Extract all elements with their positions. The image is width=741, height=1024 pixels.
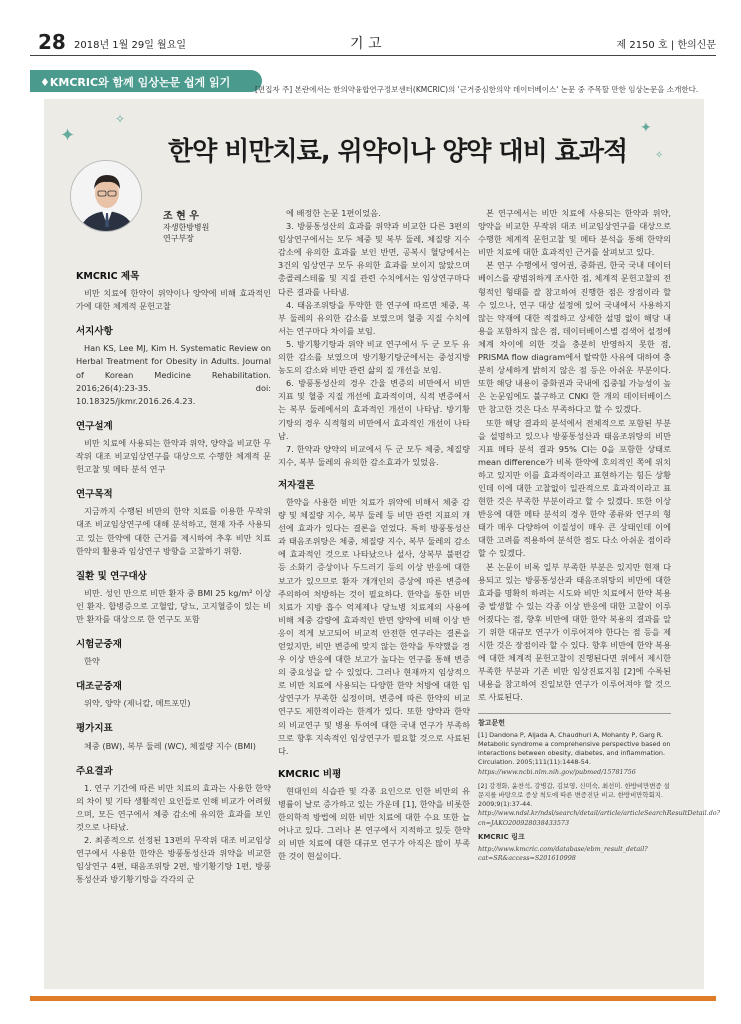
paragraph: 현대인의 식습관 및 각종 요인으로 인한 비만의 유병률이 날로 증가하고 있는 가운데 [1], 한약을 비롯한 한의학적 방법에 의한 비만 치료에 대한 수요 또한 늘어나고 있다. 그러나 본 연구에서 지적하고 있듯 한약의 비만 치료에 대한 대규모 연구가 아직은 많이 부족한 것이 현실이다. <box>278 785 470 862</box>
sparkle-icon: ✧ <box>655 150 664 161</box>
section-text: 지금까지 수행된 비만의 한약 치료를 이용한 무작위 대조 비교임상연구에 대해 분석하고, 현재 자주 사용되고 있는 한약에 대한 근거를 제시하여 추후 비만 치료 한약의 활용과 임상연구 방향을 고찰하기 위함. <box>76 506 271 556</box>
affiliation-line: 자생한방병원 <box>163 223 210 232</box>
section-text: 체중 (BW), 복부 둘레 (WC), 체질량 지수 (BMI) <box>84 740 256 751</box>
paragraph: 에 배정한 논문 1편이었음. <box>286 208 381 218</box>
section-heading: 평가지표 <box>76 723 113 735</box>
section-heading: KMCRIC 제목 <box>76 271 140 282</box>
publish-date: 2018년 1월 29일 월요일 <box>74 40 187 51</box>
reference-item <box>478 781 721 828</box>
section-heading: 대조군중재 <box>76 681 122 693</box>
sparkle-icon: ✦ <box>60 125 76 146</box>
section-heading: 시험군중재 <box>76 639 122 651</box>
paragraph: 본 논문이 비록 일부 부족한 부분은 있지만 현재 다용되고 있는 방풍통성산과 태음조위탕의 비만에 대한 효과를 명확히 하려는 시도와 비만 치료에서 한약 복용 중 발생할 수 있는 각종 이상 반응에 대한 고찰이 이루어졌다는 점, 향후 비만에 대한 한약 복용의 결과를 알기 위한 대규모 연구가 이루어져야 한다는 점 등을 제시한 것은 장점이라 할 수 있다. 향후 비만에 한약 복용에 대한 체계적 문헌고찰이 진행된다면 위에서 제시한 부족한 부분과 기존 비만 임상진료지침 [2]에 수록된 내용을 참고하여 진일보한 연구가 이루어져야 할 것으로 사료된다. <box>478 561 671 703</box>
reference-text: [2] 강경화, 윤찬석, 강병갑, 김보영, 신미숙, 최선미. 한방비만변증 설문지를 바탕으로 증상 척도에 따른 변증진단 비교. 한방비만학회지. 2009;9(1):37-44. <box>478 781 670 809</box>
section-name: 기 고 <box>350 36 382 52</box>
section-text: 비만 치료에 사용되는 한약과 위약, 양약을 비교한 무작위 대조 비교임상연구를 대상으로 수행한 체계적 문헌고찰 및 메타 분석 연구 <box>76 437 271 475</box>
reference-item <box>478 731 671 777</box>
paragraph: 7. 한약과 양약의 비교에서 두 군 모두 체중, 체질량 지수, 복부 둘레의 유의한 감소효과가 있었음. <box>278 443 470 467</box>
column-3 <box>478 207 721 863</box>
paragraph: 본 연구에서는 비만 치료에 사용되는 한약과 위약, 양약을 비교한 무작위 대조 비교임상연구를 대상으로 수행한 체계적 문헌고찰 및 메타 분석을 통해 한약의 비만 치료에 대한 효과적인 근거를 살펴보고 있다. <box>478 208 671 258</box>
paragraph: 6. 방풍통성산의 경우 간울 변증의 비만에서 비만 지표 및 혈중 지질 개선에 효과적이며, 식적 변증에서는 복부 둘레에서의 효과적인 개선이 나타남. 방기황기탕의 경우 식적형의 비만에서 효과적인 개선이 나타남. <box>278 378 470 441</box>
page-number: 28 <box>38 30 66 54</box>
references <box>478 713 721 864</box>
section-text: 1. 연구 기간에 따른 비만 치료의 효과는 사용한 한약의 차이 및 기타 생활적인 요인들로 인해 비교가 어려웠으며, 모든 연구에서 체중 감소에 유의한 효과를 보인 것으로 나타났. <box>76 782 271 832</box>
section-heading: 서지사항 <box>76 326 113 338</box>
paragraph: 또한 해당 결과의 분석에서 전체적으로 포함된 부분을 설명하고 있으나 방풍통성산과 태음조위탕의 비만 지표 메타 분석 결과 95% CI는 0을 포함한 상태로 mean difference가 비록 한약에 호의적인 쪽에 위치하고 있지만 이를 효과적이라고 표현하기는 힘든 상황인데 이에 대한 고찰없이 일관적으로 효과적이라고 표현한 것은 부족한 부분이라고 할 수 있겠다. 또한 이상 반응에 대한 메타 분석의 경우 한약 종류와 연구의 형태가 매우 다양하여 이질성이 매우 큰 상태인데 이에 대한 고려를 적용하여 분석한 점도 다소 아쉬운 점이라 할 수 있겠다. <box>478 417 671 559</box>
author-photo <box>70 160 142 232</box>
reference-link[interactable]: http://www.ndsl.kr/ndsl/search/detail/article/articleSearchResultDetail.do?cn=JAKO200928038433573 <box>478 809 721 827</box>
bottom-rule <box>30 996 716 1001</box>
paragraph: 4. 태음조위탕을 투약한 한 연구에 따르면 체중, 복부 둘레의 유의한 감소를 보였으며 혈중 지질 수치에서는 연구마다 차이를 보임. <box>278 299 470 336</box>
column-1 <box>76 270 271 898</box>
paragraph: 5. 방기황기탕과 위약 비교 연구에서 두 군 모두 유의한 감소를 보였으며 방기황기탕군에서는 중성지방 농도의 감소와 비만 관련 삶의 질 개선을 보임. <box>278 338 470 376</box>
section-heading: 주요결과 <box>76 765 113 777</box>
kmcric-link-heading: KMCRIC 링크 <box>478 832 525 841</box>
reference-link[interactable]: https://www.ncbi.nlm.nih.gov/pubmed/15781756 <box>478 767 636 776</box>
section-text: 한약 <box>84 656 100 667</box>
section-text: 비만 치료에 한약이 위약이나 양약에 비해 효과적인가에 대한 체계적 문헌고찰 <box>76 288 271 312</box>
author-affiliation <box>163 222 209 244</box>
section-text: 위약, 양약 (제니칼, 메트포민) <box>84 698 191 709</box>
section-text: 비만. 성인 만으로 비만 환자 중 BMI 25 kg/m² 이상인 환자. 합병증으로 고혈압, 당뇨, 고지혈증이 있는 비만 환자를 대상으로 한 연구도 포함 <box>76 587 271 624</box>
paragraph: 3. 방풍통성산의 효과를 위약과 비교한 다른 3편의 임상연구에서는 모두 체중 및 복부 둘레, 체질량 지수 감소에 유의한 효과를 보인 반면, 공복시 혈당에서는 3건의 임상연구 모두 유의한 효과를 보이지 않았으며 총콜레스테롤 및 지질 관련 수치에서는 임상연구마다 다른 결과를 나타냄. <box>278 221 470 297</box>
reference-text: [1] Dandona P, Aljada A, Chaudhuri A, Mohanty P, Garg R. Metabolic syndrome a comprehensive perspective based on interactions between obesity, diabetes, and inflammation. Circulation. 2005;111(11):1448-54. <box>478 730 671 767</box>
sparkle-icon: ✧ <box>115 112 126 126</box>
section-heading: 연구설계 <box>76 420 113 432</box>
column-2 <box>278 207 470 864</box>
section-heading: 질환 및 연구대상 <box>76 570 147 582</box>
section-text: Han KS, Lee MJ, Kim H. Systematic Review on Herbal Treatment for Obesity in Adults. Journal of Korean Medicine Rehabilitation. 2016;26(4):23-35. doi: 10.18325/jkmr.2016.26.4.23. <box>76 343 271 406</box>
references-heading: 참고문헌 <box>478 718 506 727</box>
paragraph: 본 연구 수행에서 영어권, 중화권, 한국 국내 데이터베이스를 광범위하게 조사한 점, 체계적 문헌고찰의 전형적인 형태를 잘 참고하여 진행한 점은 장점이라 할 수 있으나, 연구 대상 설정에 있어 국내에서 사용하지 않는 약재에 대한 적절하고 상세한 설명 없이 해당 내용을 포함하지 않은 점, 데이터베이스별 검색어 설정에 체계 차이에 의한 것을 충분히 반영하지 못한 점, PRISMA flow diagram에서 탈락한 사유에 대하여 충분히 상세하게 밝히지 않은 점 등은 아쉬운 부분이다. 또한 해당 내용이 중화권과 국내에 집중될 가능성이 높은 논문임에도 불구하고 CNKI 한 개의 데이터베이스만 참고한 것은 다소 부족하다고 할 수 있겠다. <box>478 260 671 415</box>
paragraph: 한약을 사용한 비만 치료가 위약에 비해서 체중 감량 및 체질량 지수, 복부 둘레 등 비만 관련 지표의 개선에 효과가 있다는 결론을 얻었다. 특히 방풍통성산과 태음조위탕은 체중, 체질량 지수, 복부 둘레의 감소에 효과적인 것으로 나타났으나 설사, 상복부 불편감 등 소화기 증상이나 두드러기 등의 이상 반응에 대한 보고가 있으므로 환자 개개인의 증상에 따른 변증에 주의하여 처방하는 것이 필요하다. 한약을 통한 비만 치료가 지방 흡수 억제제나 당뇨병 치료제의 사용에 비해 체중 감량에 효과적인 반면 양약에 비해 이상 반응이 적게 보고되어 비교적 안전한 연구라는 결론을 얻었지만, 비만 변증에 맞지 않는 한약을 투약했을 경우 이상 반응에 대한 보고가 높다는 연구를 통해 변증의 중요성을 알 수 있었다. 그러나 현재까지 임상적으로 비만 치료에 사용되는 다양한 한약 처방에 대한 임상연구가 부족한 실정이며, 변증에 따른 한약의 비교 연구도 제한적이라는 한계가 있다. 또한 양약과 한약의 비교연구 및 병용 투여에 대한 국내 연구가 부족하므로 향후 지속적인 임상연구가 필요할 것으로 사료된다. <box>278 496 470 756</box>
author-name: 조 현 우 <box>163 211 199 222</box>
series-tag: ♦KMCRIC와 함께 임상논문 쉽게 읽기 <box>30 70 262 92</box>
affiliation-line: 연구부장 <box>163 234 194 243</box>
editor-note: [편집자 주] 본란에서는 한의약융합연구정보센터(KMCRIC)의 '근거중심한의약 데이터베이스' 논문 중 주목할 만한 임상논문을 소개한다. <box>255 85 699 94</box>
sparkle-icon: ✦ <box>640 120 652 136</box>
section-heading: 저자결론 <box>278 479 315 491</box>
kmcric-link[interactable]: http://www.kmcric.com/database/ebm_result_detail?cat=SR&access=S201610998 <box>478 845 648 863</box>
section-heading: KMCRIC 비평 <box>278 768 342 780</box>
section-heading: 연구목적 <box>76 489 113 501</box>
issue-info: 제 2150 호 | 한의신문 <box>616 40 716 51</box>
article-title: 한약 비만치료, 위약이나 양약 대비 효과적 <box>168 137 628 167</box>
section-text: 2. 최종적으로 선정된 13편의 무작위 대조 비교임상연구에서 사용한 한약은 방풍통성산과 위약을 비교한 임상연구 4편, 태음조위탕 2편, 방기황기탕 1편, 방풍통성산과 방기황기탕을 각각의 군 <box>76 835 271 885</box>
page-header <box>30 26 716 56</box>
